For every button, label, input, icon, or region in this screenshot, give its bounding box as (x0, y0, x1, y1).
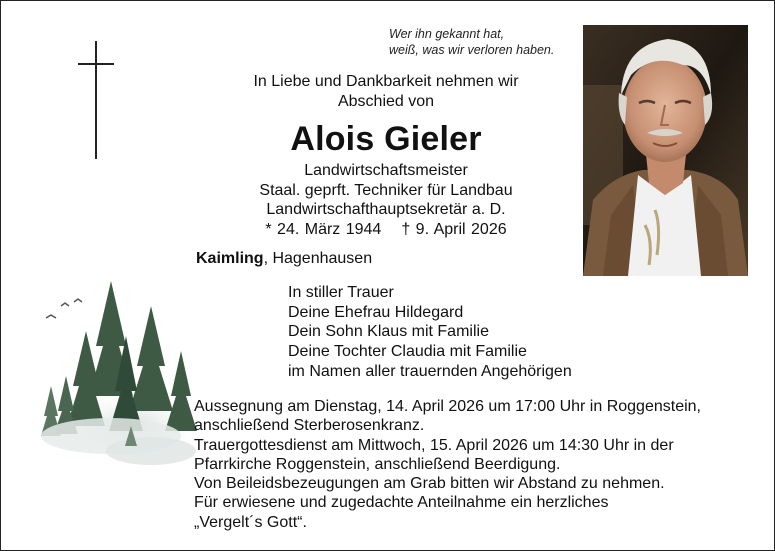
mourner-line: Dein Sohn Klaus mit Familie (288, 323, 489, 341)
mourner-line: In stiller Trauer (288, 284, 394, 301)
service-line: Für erwiesene und zugedachte Anteilnahme ein herzliches (194, 494, 609, 512)
cross-icon (78, 41, 114, 159)
service-line: Trauergottesdienst am Mittwoch, 15. April 2026 um 14:30 Uhr in der (194, 436, 674, 454)
quote-line: Wer ihn gekannt hat, (389, 27, 505, 41)
quote-line: weiß, was wir verloren haben. (389, 43, 555, 57)
quote (389, 26, 579, 58)
service-line: Von Beileidsbezeugungen am Grab bitten wir Abstand zu nehmen. (194, 475, 665, 493)
portrait-photo (583, 25, 748, 276)
intro-line: Abschied von (337, 93, 435, 110)
mourner-line: Deine Ehefrau Hildegard (288, 303, 464, 321)
residence (196, 249, 372, 269)
intro-line: In Liebe und Dankbarkeit nehmen wir (253, 73, 519, 90)
deceased-titles (201, 161, 571, 220)
mourner-line: Deine Tochter Claudia mit Familie (288, 343, 527, 361)
service-line: „Vergelt´s Gott“. (194, 513, 307, 531)
title-line: Staal. geprft. Techniker für Landbau (259, 181, 513, 199)
residence-rest: , Hagenhausen (263, 250, 373, 267)
mourners-list (288, 283, 628, 382)
residence-main: Kaimling (196, 250, 264, 267)
service-line: anschließend Sterberosenkranz. (194, 417, 425, 435)
service-details (194, 397, 769, 532)
title-line: Landwirtschaftsmeister (304, 162, 468, 179)
intro-text (201, 72, 571, 112)
forest-illustration (41, 276, 201, 476)
deceased-name: Alois Gieler (290, 120, 482, 158)
death-date: † 9. April 2026 (401, 221, 507, 238)
mourner-line: im Namen aller trauernden Angehörigen (288, 362, 572, 380)
birth-date: * 24. März 1944 (265, 221, 382, 238)
title-line: Landwirtschafthauptsekretär a. D. (266, 201, 506, 218)
service-line: Pfarrkirche Roggenstein, anschließend Beerdigung. (194, 455, 561, 473)
life-dates (201, 220, 571, 240)
service-line: Aussegnung am Dienstag, 14. April 2026 um 17:00 Uhr in Roggenstein, (194, 398, 701, 415)
